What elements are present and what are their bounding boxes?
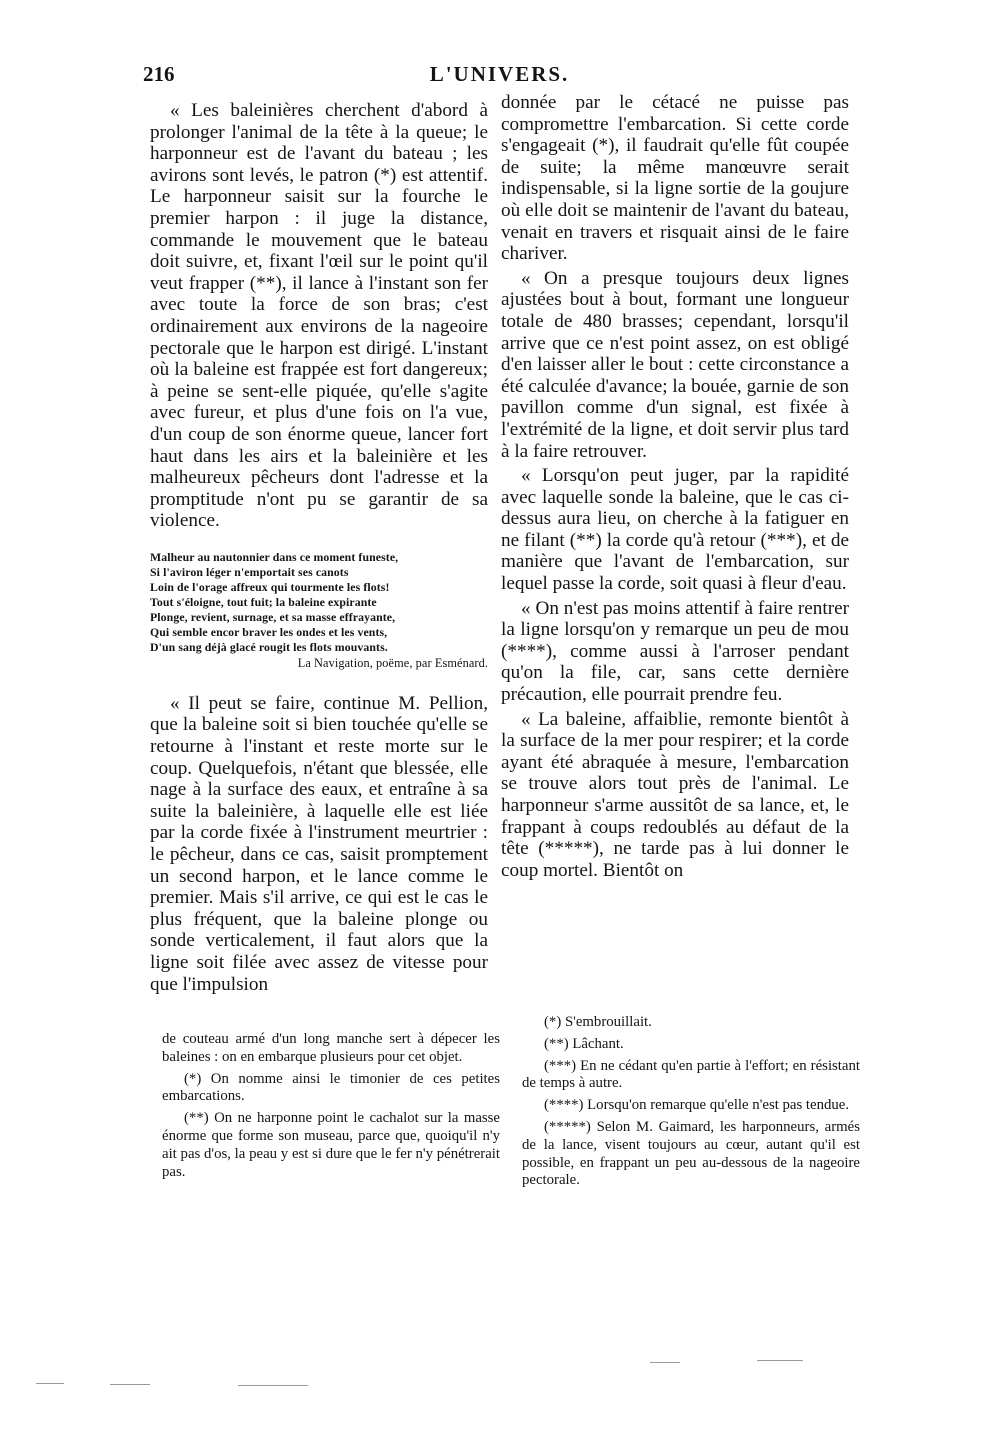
scan-artifact xyxy=(650,1362,680,1363)
footnote-left-1: (*) On nomme ainsi le timonier de ces petites embarcations. xyxy=(162,1070,500,1105)
footnote-right-2: (**) Lâchant. xyxy=(544,1035,624,1052)
poem-attribution: La Navigation, poëme, par Esménard. xyxy=(297,655,488,670)
footnote-continuation: de couteau armé d'un long manche sert à dépecer les baleines : on en embarque plusieurs pour cet objet. xyxy=(162,1031,500,1065)
right-paragraph-2: « On a presque toujours deux lignes ajustées bout à bout, formant une longueur totale de 480 brasses; cependant, lorsqu'il arrive que ce n'est point assez, on est obligé d'en laisser aller le bout : cette circonstance a été calculée d'avance; la bouée, garnie de son pavillon comme d'un signal, est fixée à l'extrémité de la ligne, et doit servir plus tard à la faire retrouver. xyxy=(501,267,849,462)
poem-line: Tout s'éloigne, tout fuit; la baleine expirante xyxy=(150,594,377,609)
footnote-right-1: (*) S'embrouillait. xyxy=(544,1014,652,1030)
right-paragraph-4: « On n'est pas moins attentif à faire rentrer la ligne lorsqu'on y remarque un peu de mou (****), comme aussi à l'arroser pendant qu'on la file, car, sans cette dernière précaution, elle pourrait prendre feu. xyxy=(501,597,849,706)
left-paragraph-2: « Il peut se faire, continue M. Pellion, que la baleine soit si bien touchée qu'elle se retourne à l'instant et reste morte sur le coup. Quelquefois, n'étant que blessée, elle nage à la surface des eaux, et entraîne à sa suite la baleinière, à laquelle elle est liée par la corde fixée à l'instrument meurtrier : le pêcheur, dans ce cas, saisit promptement un second harpon, et le lance comme le premier. Mais s'il arrive, ce qui est le cas le plus fréquent, que la baleine plonge ou sonde verticalement, il faut alors que la ligne soit filée avec assez de vitesse pour que l'impulsion xyxy=(150,692,488,995)
footnotes-left xyxy=(162,1031,500,1181)
right-paragraph-5: « La baleine, affaiblie, remonte bientôt à la surface de la mer pour respirer; et la corde ayant été abraquée à mesure, l'embarcation se trouve alors tout près de l'animal. Le harponneur s'arme aussitôt de sa lance, et, le frappant à coups redoublés au défaut de la tête (*****), ne tarde pas à lui donner le coup mortel. Bientôt on xyxy=(501,708,849,881)
scan-artifact xyxy=(36,1383,64,1384)
footnote-right-3: (***) En ne cédant qu'en partie à l'effort; en résistant de temps à autre. xyxy=(522,1057,860,1092)
left-column xyxy=(150,100,488,995)
page-number: 216 xyxy=(143,62,175,86)
right-paragraph-1: donnée par le cétacé ne puisse pas compromettre l'embarcation. Si cette corde s'engageait (*), il faudrait qu'elle fût coupée de suite; la même manœuvre serait indispensable, si la ligne sortie de la goujure où elle doit se maintenir de l'avant du bateau, venait en travers et risquait ainsi de le faire chariver. xyxy=(501,92,849,265)
poem-line: Si l'aviron léger n'emportait ses canots xyxy=(150,564,349,579)
poem-quotation xyxy=(150,550,488,671)
poem-line: Loin de l'orage affreux qui tourmente les flots! xyxy=(150,579,390,594)
footnotes-right xyxy=(522,1014,860,1190)
poem-line: Plonge, revient, surnage, et sa masse effrayante, xyxy=(150,609,396,624)
footnote-left-2: (**) On ne harponne point le cachalot sur la masse énorme que forme son museau, parce que, quoiqu'il n'y ait pas d'os, la peau y est si dure que le fer n'y pénétrerait pas. xyxy=(162,1110,500,1180)
scan-artifact xyxy=(238,1385,308,1386)
spacer xyxy=(150,671,488,693)
footnote-right-5: (*****) Selon M. Gaimard, les harponneurs, armés de la lance, visent toujours au cœur, autant qu'il est possible, en frappant un peu au-dessous de la nageoire pectorale. xyxy=(522,1118,860,1189)
left-paragraph-1: « Les baleinières cherchent d'abord à prolonger l'animal de la tête à la queue; le harponneur est de l'avant du bateau ; les avirons sont levés, le patron (*) est attentif. Le harponneur saisit sur la fourche le premier harpon : il juge la distance, commande le mouvement que le bateau doit suivre, et, fixant l'œil sur le point qu'il veut frapper (**), il lance à l'instant son fer avec toute la force de son bras; c'est ordinairement aux environs de la nageoire pectorale que le harpon est dirigé. L'instant où la baleine est frappée est fort dangereux; à peine se sent-elle piquée, qu'elle s'agite avec fureur, et plus d'une fois on l'a vue, d'un coup de son énorme queue, lancer fort haut dans les airs et la baleinière et les malheureux pêcheurs dont l'adresse et la promptitude n'ont pu se garantir de sa violence. xyxy=(150,100,488,532)
poem-line: Malheur au nautonnier dans ce moment funeste, xyxy=(150,549,399,564)
scan-artifact xyxy=(110,1384,150,1385)
right-column xyxy=(501,92,849,881)
right-paragraph-3: « Lorsqu'on peut juger, par la rapidité avec laquelle sonde la baleine, que le cas ci-dessus aura lieu, on cherche à la fatiguer en ne filant (**) la corde qu'à retour (***), et de manière que l'avant de l'embarcation, sur lequel passe la corde, soit quasi à fleur d'eau. xyxy=(501,465,849,595)
poem-line: D'un sang déjà glacé rougit les flots mouvants. xyxy=(150,639,388,654)
scan-artifact xyxy=(757,1360,803,1361)
footnote-right-4: (****) Lorsqu'on remarque qu'elle n'est pas tendue. xyxy=(544,1097,850,1114)
poem-line: Qui semble encor braver les ondes et les vents, xyxy=(150,624,388,639)
running-title: L'UNIVERS. xyxy=(429,62,570,86)
page-header xyxy=(0,62,999,88)
